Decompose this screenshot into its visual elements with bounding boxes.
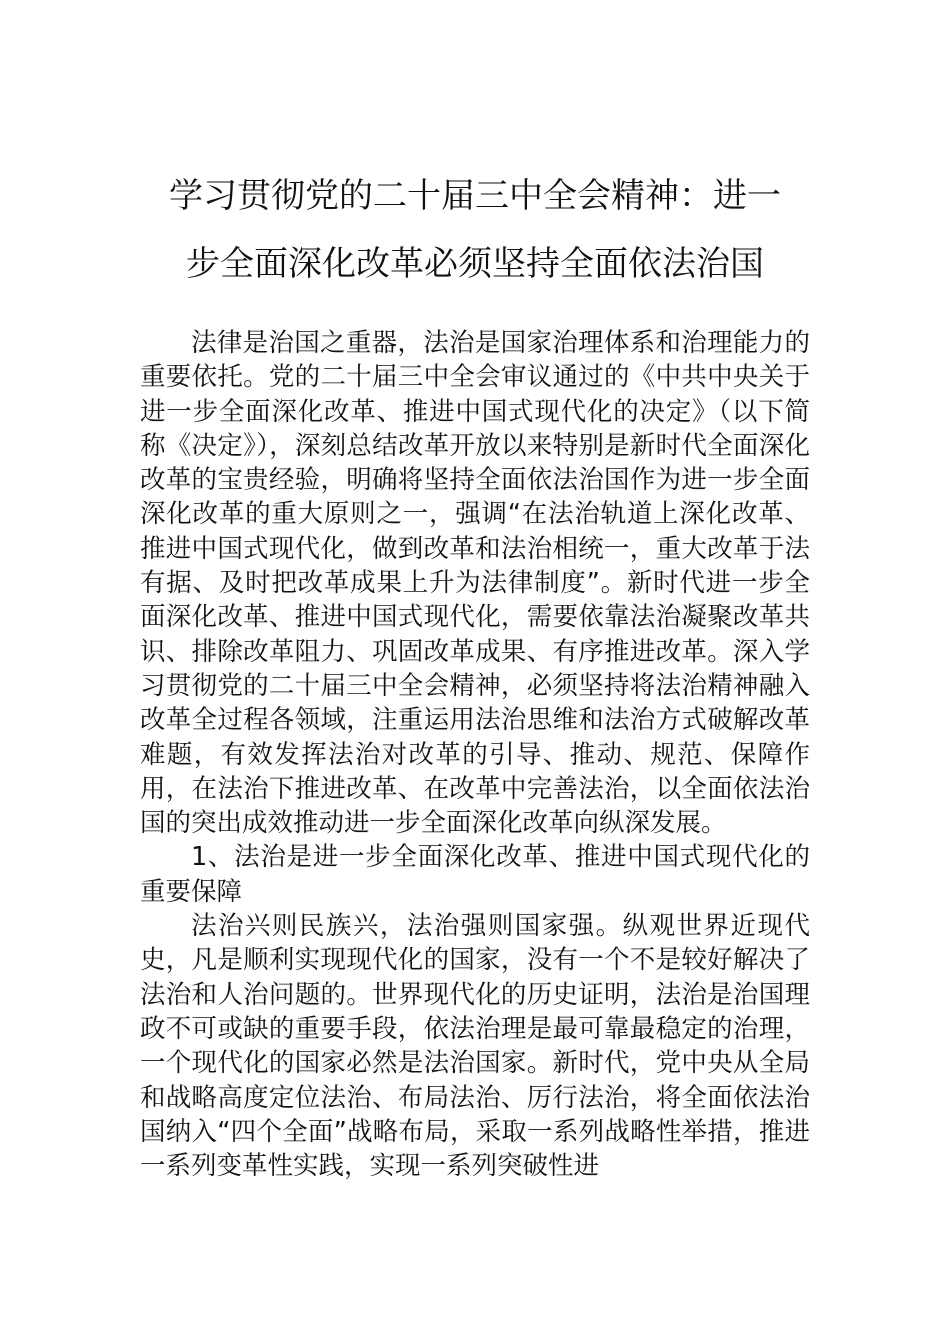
document-title xyxy=(140,162,810,298)
section-1-paragraph: 法治兴则民族兴，法治强则国家强。纵观世界近现代史，凡是顺利实现现代化的国家，没有一个不是较好解决了法治和人治问题的。世界现代化的历史证明，法治是治国理政不可或缺的重要手段，依法治理是最可靠最稳定的治理，一个现代化的国家必然是法治国家。新时代，党中央从全局和战略高度定位法治、布局法治、厉行法治，将全面依法治国纳入“四个全面”战略布局，采取一系列战略性举措，推进一系列变革性实践，实现一系列突破性进 xyxy=(140,911,810,1182)
title-line-2: 步全面深化改革必须坚持全面依法治国 xyxy=(186,244,764,284)
intro-paragraph: 法律是治国之重器，法治是国家治理体系和治理能力的重要依托。党的二十届三中全会审议通过的《中共中央关于进一步全面深化改革、推进中国式现代化的决定》（以下简称《决定》），深刻总结改革开放以来特别是新时代全面深化改革的宝贵经验，明确将坚持全面依法治国作为进一步全面深化改革的重大原则之一，强调“在法治轨道上深化改革、推进中国式现代化，做到改革和法治相统一，重大改革于法有据、及时把改革成果上升为法律制度”。新时代进一步全面深化改革、推进中国式现代化，需要依靠法治凝聚改革共识、排除改革阻力、巩固改革成果、有序推进改革。深入学习贯彻党的二十届三中全会精神，必须坚持将法治精神融入改革全过程各领域，注重运用法治思维和法治方式破解改革难题，有效发挥法治对改革的引导、推动、规范、保障作用，在法治下推进改革、在改革中完善法治，以全面依法治国的突出成效推动进一步全面深化改革向纵深发展。 xyxy=(140,328,810,839)
section-heading-1: 1、法治是进一步全面深化改革、推进中国式现代化的重要保障 xyxy=(140,842,810,907)
title-line-1: 学习贯彻党的二十届三中全会精神：进一 xyxy=(169,176,781,216)
document-body xyxy=(140,326,810,1183)
